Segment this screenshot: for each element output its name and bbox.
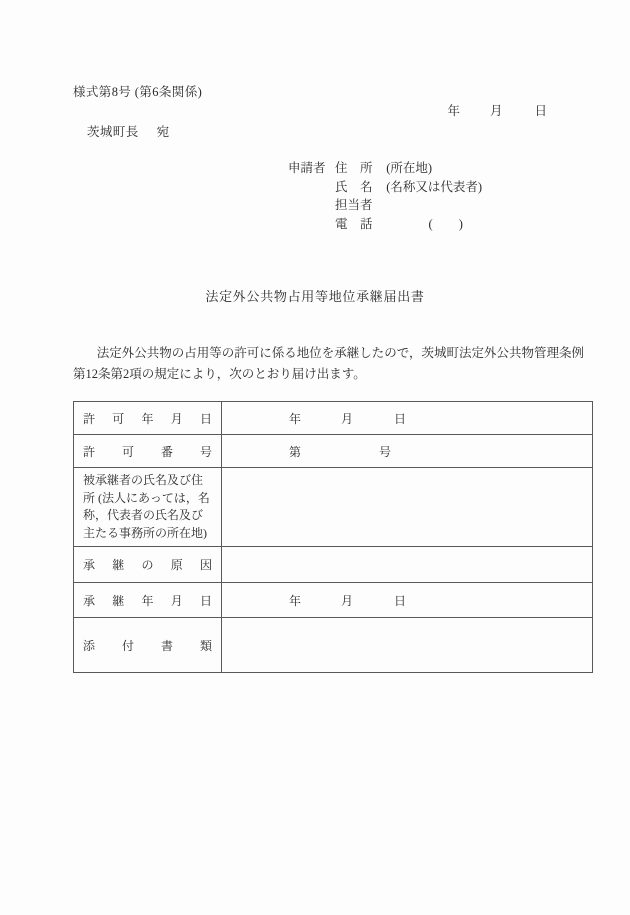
applicant-phone-parens [429, 215, 463, 234]
phone-paren-open: ( [428, 216, 433, 231]
form-table [73, 401, 593, 673]
applicant-address-value: (所在地) [386, 161, 433, 175]
applicant-phone-label: 電 話 [335, 216, 373, 231]
document-title: 法定外公共物占用等地位承継届出書 [205, 289, 425, 304]
row-value-permit-number[interactable] [222, 435, 593, 468]
label-spread: 許 可 番 号 [83, 444, 212, 459]
date-line [0, 101, 556, 119]
ymd-placeholder: 年 月 日 [289, 593, 407, 608]
form-number: 様式第8号 (第6条関係) [73, 85, 203, 99]
applicant-heading: 申請者 [288, 161, 326, 175]
addressee [87, 122, 170, 140]
applicant-row-contact [288, 196, 482, 215]
applicant-row-address [288, 159, 482, 178]
row-label-attachments [74, 618, 222, 673]
phone-paren-close: ) [458, 216, 463, 231]
label-spread: 許 可 年 月 日 [83, 411, 212, 426]
applicant-contact-label: 担当者 [335, 198, 373, 212]
label-spread: 承 継 年 月 日 [83, 593, 212, 608]
number-placeholder: 第 号 [289, 444, 392, 459]
applicant-block [288, 159, 482, 233]
table-row [74, 618, 593, 673]
row-label-predecessor-info [74, 468, 222, 547]
applicant-row-name [288, 178, 482, 197]
row-label-permit-number [74, 435, 222, 468]
table-row [74, 468, 593, 547]
row-value-predecessor-info[interactable] [222, 468, 593, 547]
table-row [74, 402, 593, 435]
table-row [74, 583, 593, 618]
row-label-succession-date [74, 583, 222, 618]
addressee-suffix: 宛 [156, 125, 170, 139]
label-text: 被承継者の氏名及び住所 (法人にあっては，名称，代表者の氏名及び主たる事務所の所在地) [83, 473, 210, 540]
applicant-row-phone [288, 215, 482, 234]
label-spread: 承 継 の 原 因 [83, 558, 212, 572]
date-month-label: 月 [489, 104, 503, 118]
body-paragraph [73, 343, 585, 385]
body-line-2: 第12条第2項の規定により，次のとおり届け出ます。 [73, 367, 366, 381]
date-day-label: 日 [534, 104, 547, 118]
row-value-succession-date[interactable] [222, 583, 593, 618]
row-value-attachments[interactable] [222, 618, 593, 673]
table-row [74, 435, 593, 468]
row-value-permit-date[interactable] [222, 402, 593, 435]
body-line-1: 法定外公共物の占用等の許可に係る地位を承継したので，茨城町法定外公共物管理条例 [96, 346, 585, 360]
table-row [74, 547, 593, 583]
addressee-name: 茨城町長 [87, 125, 139, 139]
row-label-succession-cause [74, 547, 222, 583]
ymd-placeholder: 年 月 日 [289, 411, 407, 426]
row-label-permit-date [74, 402, 222, 435]
date-year-label: 年 [447, 104, 460, 118]
row-value-succession-cause[interactable] [222, 547, 593, 583]
applicant-name-label: 氏 名 [335, 179, 373, 194]
label-spread: 添 付 書 類 [83, 638, 212, 653]
applicant-name-value: (名称又は代表者) [386, 179, 483, 194]
applicant-address-label: 住 所 [335, 161, 373, 175]
